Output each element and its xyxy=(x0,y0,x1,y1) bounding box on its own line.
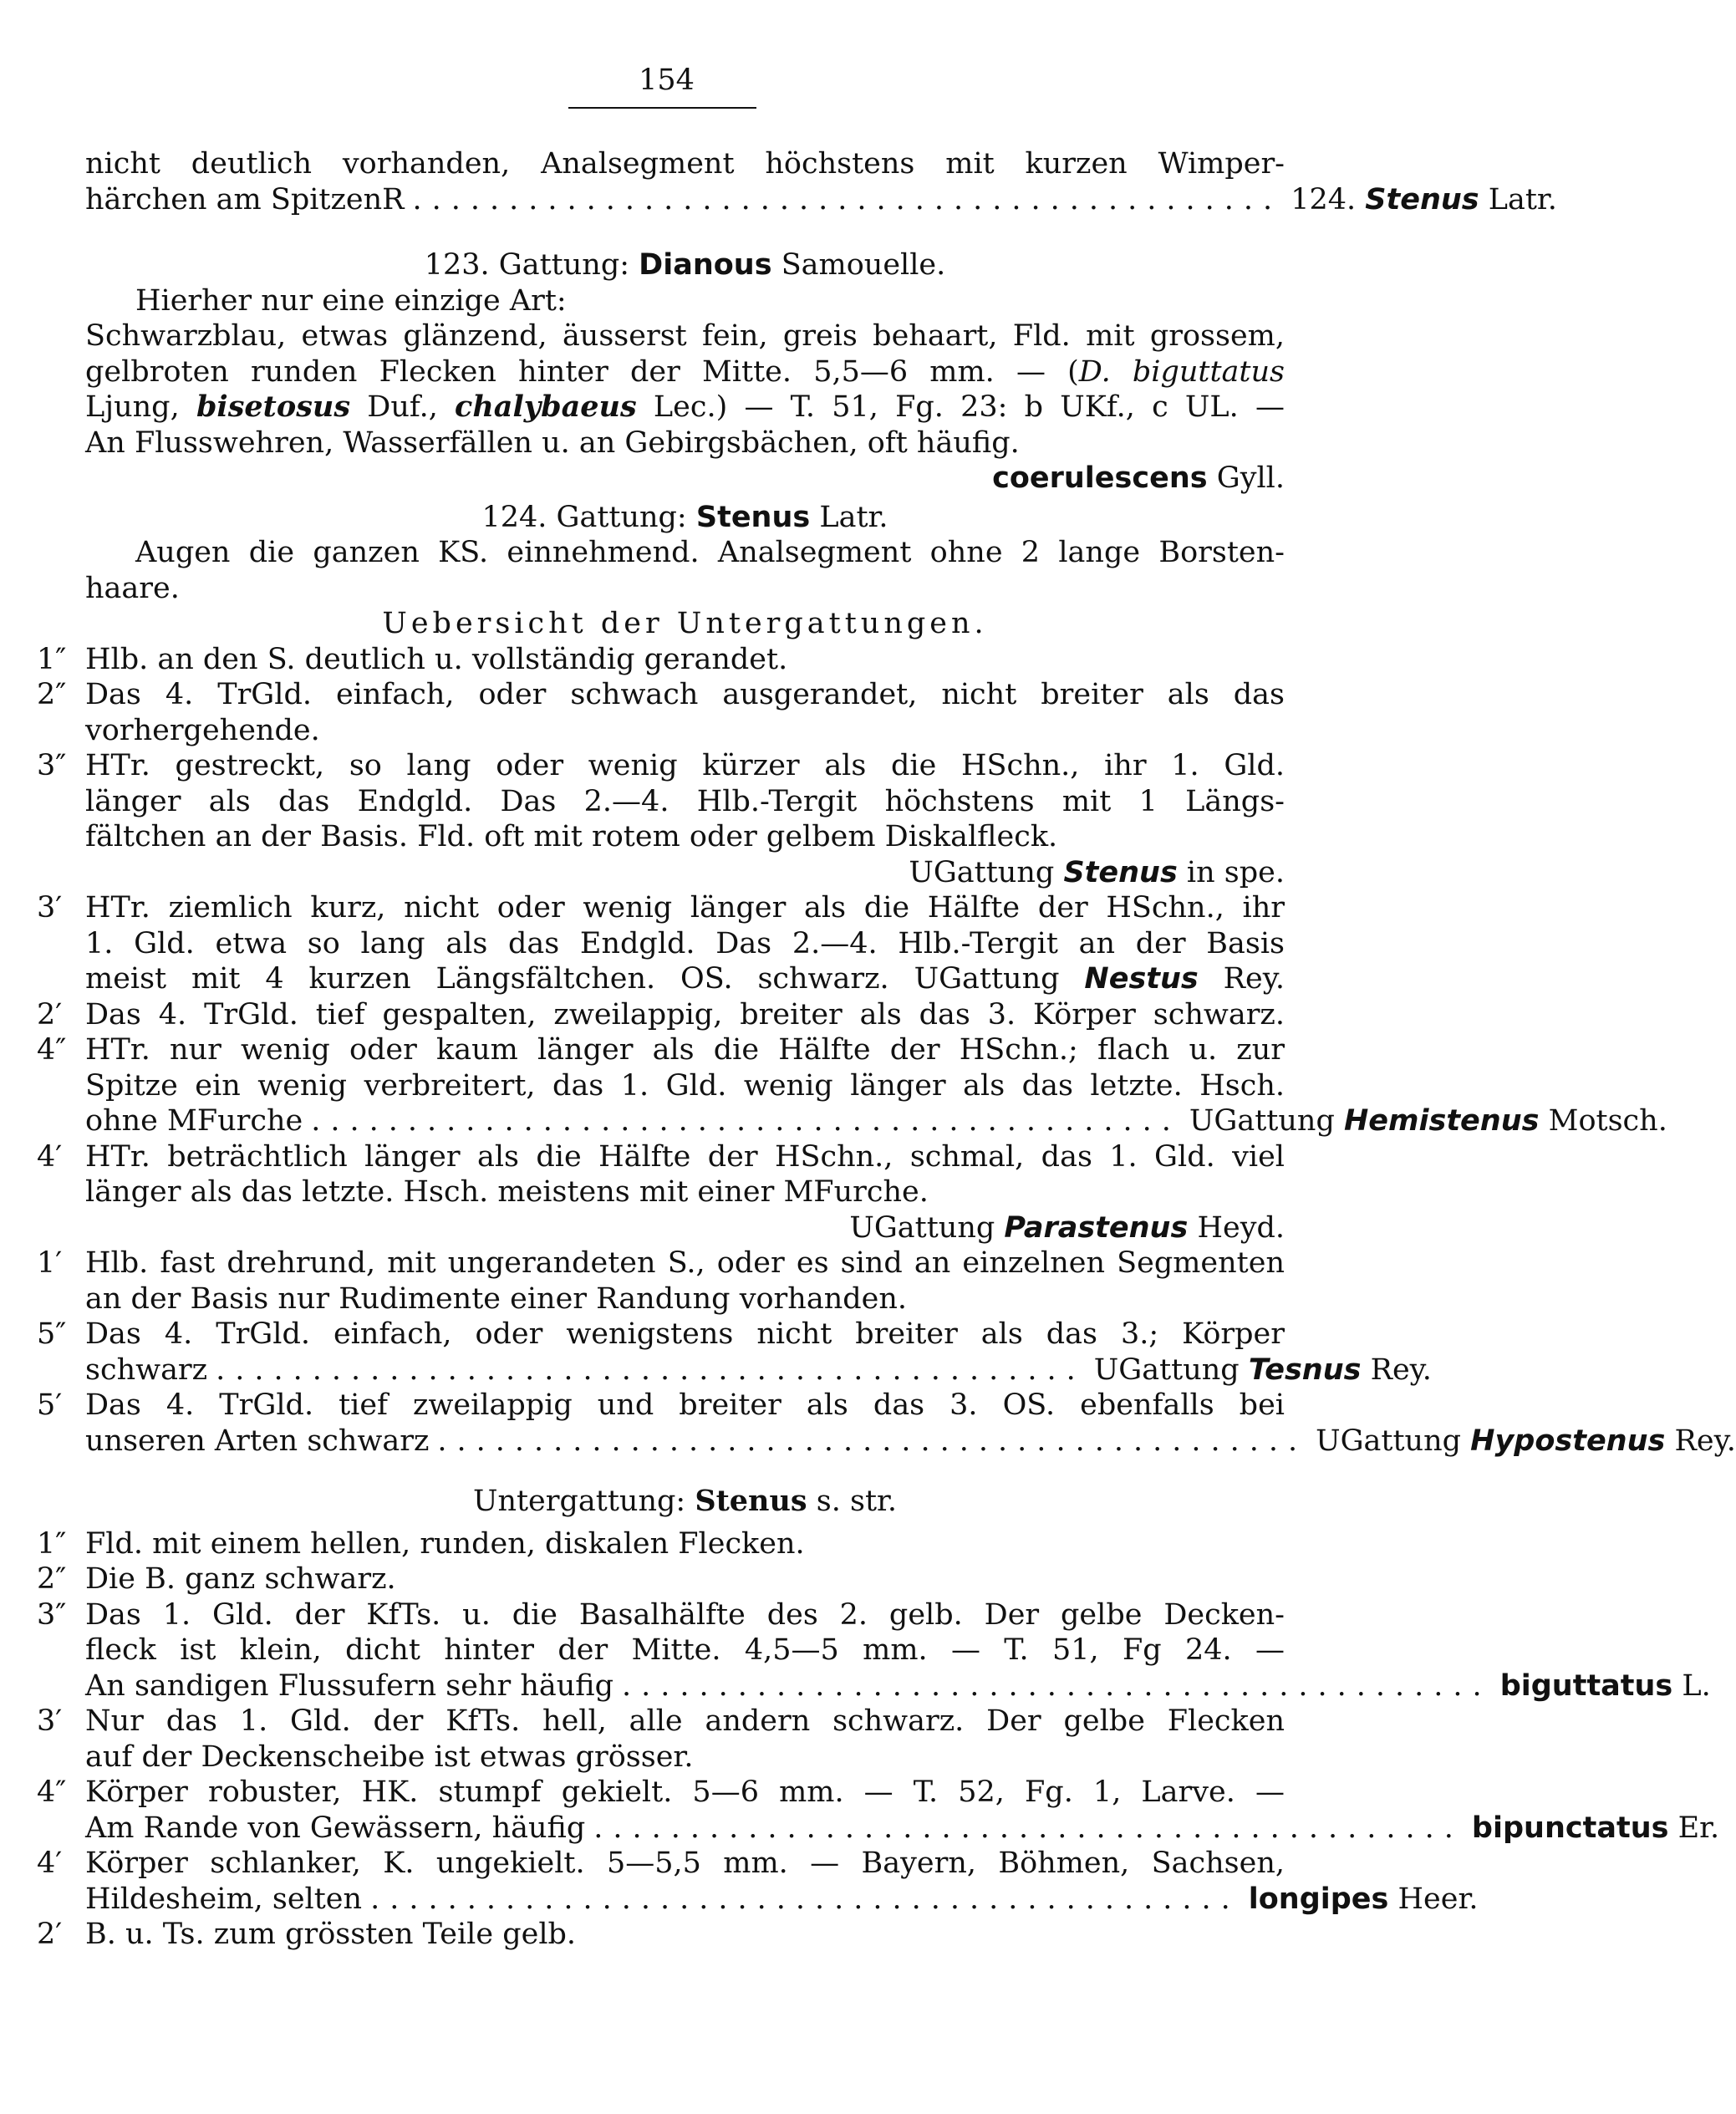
text-span: Duf., xyxy=(367,390,438,424)
species-key xyxy=(37,1526,1720,1953)
leader-dots: ............................................. xyxy=(311,1104,1181,1138)
key-text: Das 4. TrGld. einfach, oder schwach ausgerandet, nicht breiter als das xyxy=(85,678,1285,711)
result-suffix: Motsch. xyxy=(1548,1104,1667,1138)
text-span: gelbroten runden Flecken hinter der Mitte. 5,5—6 mm. — ( xyxy=(85,354,1079,389)
key-text: Nur das 1. Gld. der KfTs. hell, alle andern schwarz. Der gelbe Flecken xyxy=(85,1704,1285,1738)
heading-suffix: s. str. xyxy=(816,1485,898,1518)
key-text: An sandigen Flussufern sehr häufig xyxy=(85,1668,614,1703)
species-author: L. xyxy=(1682,1668,1711,1703)
key-result xyxy=(85,1882,1479,1918)
leader-dots: ............................................. xyxy=(437,1424,1308,1458)
key-item xyxy=(37,1775,1285,1811)
result-suffix: in spe. xyxy=(1186,855,1285,889)
page-number: 154 xyxy=(639,64,695,97)
key-text: Das 4. TrGld. tief gespalten, zweilappig, breiter als das 3. Körper schwarz. xyxy=(85,997,1285,1032)
intro-author: Latr. xyxy=(1488,182,1557,216)
key-continuation: fleck ist klein, dicht hinter der Mitte. 4,5—5 mm. — T. 51, Fg 24. — xyxy=(85,1633,1285,1667)
result-suffix: Rey. xyxy=(1674,1424,1736,1458)
heading-author: Latr. xyxy=(819,500,888,534)
key-number: 4′ xyxy=(37,1139,63,1174)
genus-123-heading xyxy=(85,247,1285,283)
key-continuation: fältchen an der Basis. Fld. oft mit rotem oder gelbem Diskalfleck. xyxy=(85,820,1058,853)
key-number: 3′ xyxy=(37,1704,63,1738)
text-column xyxy=(37,146,1736,1953)
key-item xyxy=(37,1846,1285,1882)
heading-genus: Dianous xyxy=(639,248,772,282)
key-number: 4″ xyxy=(37,1775,67,1809)
subgenus-name: Stenus xyxy=(1063,855,1178,889)
key-text: Hlb. an den S. deutlich u. vollständig gerandet. xyxy=(85,642,788,676)
key-number: 2″ xyxy=(37,678,67,711)
result-prefix: UGattung xyxy=(914,962,1060,996)
key-continuation: an der Basis nur Rudimente einer Randung vorhanden. xyxy=(85,1281,908,1316)
key-number: 5′ xyxy=(37,1388,63,1422)
key-number: 4′ xyxy=(37,1847,63,1880)
heading-prefix: Untergattung: xyxy=(472,1485,686,1518)
subgenus-name: Hemistenus xyxy=(1344,1104,1540,1138)
key-item xyxy=(37,1139,1285,1175)
overview-heading: Uebersicht der Untergattungen. xyxy=(382,607,988,640)
g123-line-3 xyxy=(85,354,1285,390)
g124-line-1: Augen die ganzen KS. einnehmend. Analsegment ohne 2 lange Borsten- xyxy=(135,536,1285,569)
key-item xyxy=(37,1526,1285,1562)
key-number: 3′ xyxy=(37,891,63,925)
species-name: bipunctatus xyxy=(1471,1811,1669,1845)
intro-text: härchen am SpitzenR xyxy=(85,182,405,216)
key-item xyxy=(37,1388,1285,1424)
key-number: 2″ xyxy=(37,1562,67,1596)
key-result xyxy=(85,1811,1720,1847)
heading-genus: Stenus xyxy=(695,1484,807,1518)
key-continuation: auf der Deckenscheibe ist etwas grösser. xyxy=(85,1740,694,1774)
key-number: 3″ xyxy=(37,749,67,782)
key-number: 5″ xyxy=(37,1317,67,1351)
key-number: 2′ xyxy=(37,997,63,1032)
subgenus-key xyxy=(37,642,1736,1459)
heading-prefix: 123. Gattung: xyxy=(424,248,630,282)
subgenus-name: Hypostenus xyxy=(1470,1424,1666,1458)
result-prefix: UGattung xyxy=(909,855,1055,889)
intro-line-2 xyxy=(85,182,1557,218)
key-number: 4″ xyxy=(37,1033,67,1067)
key-text: HTr. nur wenig oder kaum länger als die Hälfte der HSchn.; flach u. zur xyxy=(85,1033,1285,1067)
g123-line-2: Schwarzblau, etwas glänzend, äusserst fein, greis behaart, Fld. mit grossem, xyxy=(85,319,1285,353)
subgenus-name: Parastenus xyxy=(1004,1210,1189,1245)
leader-dots: ............................................. xyxy=(412,182,1283,216)
result-prefix: UGattung xyxy=(849,1210,995,1245)
synonym-italic: D. biguttatus xyxy=(1078,354,1285,389)
key-item xyxy=(37,1561,1285,1597)
g123-line-4 xyxy=(85,390,1285,425)
text-span: Lec.) — T. 51, Fg. 23: b UKf., c UL. — xyxy=(653,390,1285,424)
key-number: 1′ xyxy=(37,1246,63,1280)
key-text: ohne MFurche xyxy=(85,1104,303,1138)
key-number: 1″ xyxy=(37,642,67,676)
result-suffix: Rey. xyxy=(1370,1352,1432,1387)
key-result xyxy=(85,1103,1667,1139)
key-continuation: vorhergehende. xyxy=(85,713,320,747)
key-item xyxy=(37,1317,1285,1352)
key-number: 2′ xyxy=(37,1918,63,1951)
key-item xyxy=(37,1245,1285,1281)
species-author: Gyll. xyxy=(1216,461,1285,495)
intro-line-1: nicht deutlich vorhanden, Analsegment höchstens mit kurzen Wimper- xyxy=(85,147,1285,181)
species-author: Heer. xyxy=(1397,1882,1479,1916)
key-text: Körper schlanker, K. ungekielt. 5—5,5 mm. — Bayern, Böhmen, Sachsen, xyxy=(85,1847,1285,1880)
species-author: Er. xyxy=(1677,1811,1720,1845)
key-number: 3″ xyxy=(37,1597,67,1632)
key-result xyxy=(85,1424,1736,1459)
result-prefix: UGattung xyxy=(1093,1352,1240,1387)
key-result xyxy=(85,1352,1432,1388)
result-prefix: UGattung xyxy=(1316,1424,1462,1458)
heading-genus: Stenus xyxy=(695,500,811,534)
subgenus-name: Tesnus xyxy=(1248,1352,1362,1387)
leader-dots: ............................................. xyxy=(370,1882,1240,1916)
leader-dots: ............................................. xyxy=(622,1668,1492,1703)
synonym-italic: bisetosus xyxy=(196,390,351,424)
result-suffix: Rey. xyxy=(1223,962,1285,996)
text-span: Ljung, xyxy=(85,390,180,424)
key-continuation: länger als das letzte. Hsch. meistens mit einer MFurche. xyxy=(85,1175,929,1209)
key-text: HTr. beträchtlich länger als die Hälfte der HSchn., schmal, das 1. Gld. viel xyxy=(85,1139,1285,1174)
intro-genus: Stenus xyxy=(1365,182,1479,216)
key-continuation: länger als das Endgld. Das 2.—4. Hlb.-Tergit höchstens mit 1 Längs- xyxy=(85,784,1285,818)
genus-124-heading xyxy=(85,500,1285,536)
key-text: Am Rande von Gewässern, häufig xyxy=(85,1811,586,1845)
key-text: Das 4. TrGld. tief zweilappig und breiter als das 3. OS. ebenfalls bei xyxy=(85,1388,1285,1422)
key-item xyxy=(37,1704,1285,1740)
key-text: meist mit 4 kurzen Längsfältchen. OS. schwarz. xyxy=(85,962,889,996)
species-name: longipes xyxy=(1248,1882,1389,1916)
result-suffix: Heyd. xyxy=(1197,1210,1285,1245)
key-item xyxy=(37,890,1285,926)
g123-species-line xyxy=(85,461,1285,497)
key-text: Hlb. fast drehrund, mit ungerandeten S., oder es sind an einzelnen Segmenten xyxy=(85,1246,1285,1280)
key-result xyxy=(85,961,1285,997)
key-item xyxy=(37,997,1285,1033)
key-item xyxy=(37,1597,1285,1633)
leader-dots: ............................................. xyxy=(216,1352,1086,1387)
key-text: Das 1. Gld. der KfTs. u. die Basalhälfte des 2. gelb. Der gelbe Decken- xyxy=(85,1597,1285,1632)
key-text: Fld. mit einem hellen, runden, diskalen Flecken. xyxy=(85,1526,805,1561)
key-text: Das 4. TrGld. einfach, oder wenigstens nicht breiter als das 3.; Körper xyxy=(85,1317,1285,1351)
heading-author: Samouelle. xyxy=(781,248,946,282)
g124-line-2: haare. xyxy=(85,571,180,605)
key-result xyxy=(85,1210,1285,1246)
key-text: HTr. gestreckt, so lang oder wenig kürzer als die HSchn., ihr 1. Gld. xyxy=(85,749,1285,782)
key-continuation: Spitze ein wenig verbreitert, das 1. Gld. wenig länger als das letzte. Hsch. xyxy=(85,1068,1285,1103)
key-text: Körper robuster, HK. stumpf gekielt. 5—6 mm. — T. 52, Fg. 1, Larve. — xyxy=(85,1775,1285,1809)
header-rule xyxy=(568,107,756,109)
key-item xyxy=(37,642,1285,678)
g123-line-5: An Flusswehren, Wasserfällen u. an Gebirgsbächen, oft häufig. xyxy=(85,425,1020,460)
key-item xyxy=(37,1917,1285,1953)
key-item xyxy=(37,677,1285,713)
key-result xyxy=(85,855,1285,891)
key-text: unseren Arten schwarz xyxy=(85,1424,430,1458)
key-text: HTr. ziemlich kurz, nicht oder wenig länger als die Hälfte der HSchn., ihr xyxy=(85,891,1285,925)
key-text: B. u. Ts. zum grössten Teile gelb. xyxy=(85,1918,577,1951)
key-item xyxy=(37,1032,1285,1068)
leader-dots: ............................................. xyxy=(593,1811,1464,1845)
intro-number: 124. xyxy=(1291,182,1357,216)
key-item xyxy=(37,748,1285,784)
g123-line-1: Hierher nur eine einzige Art: xyxy=(135,283,567,318)
synonym-italic: chalybaeus xyxy=(455,390,637,424)
species-name: coerulescens xyxy=(992,461,1208,495)
key-result xyxy=(85,1668,1711,1704)
species-name: biguttatus xyxy=(1499,1668,1673,1703)
key-text: Die B. ganz schwarz. xyxy=(85,1562,396,1596)
heading-prefix: 124. Gattung: xyxy=(481,500,687,534)
result-prefix: UGattung xyxy=(1189,1104,1335,1138)
subgenus-name: Nestus xyxy=(1084,962,1199,996)
subgenus-heading xyxy=(85,1484,1285,1520)
key-continuation: 1. Gld. etwa so lang als das Endgld. Das 2.—4. Hlb.-Tergit an der Basis xyxy=(85,926,1285,960)
key-text: schwarz xyxy=(85,1352,208,1387)
key-number: 1″ xyxy=(37,1526,67,1561)
key-text: Hildesheim, selten xyxy=(85,1882,363,1916)
